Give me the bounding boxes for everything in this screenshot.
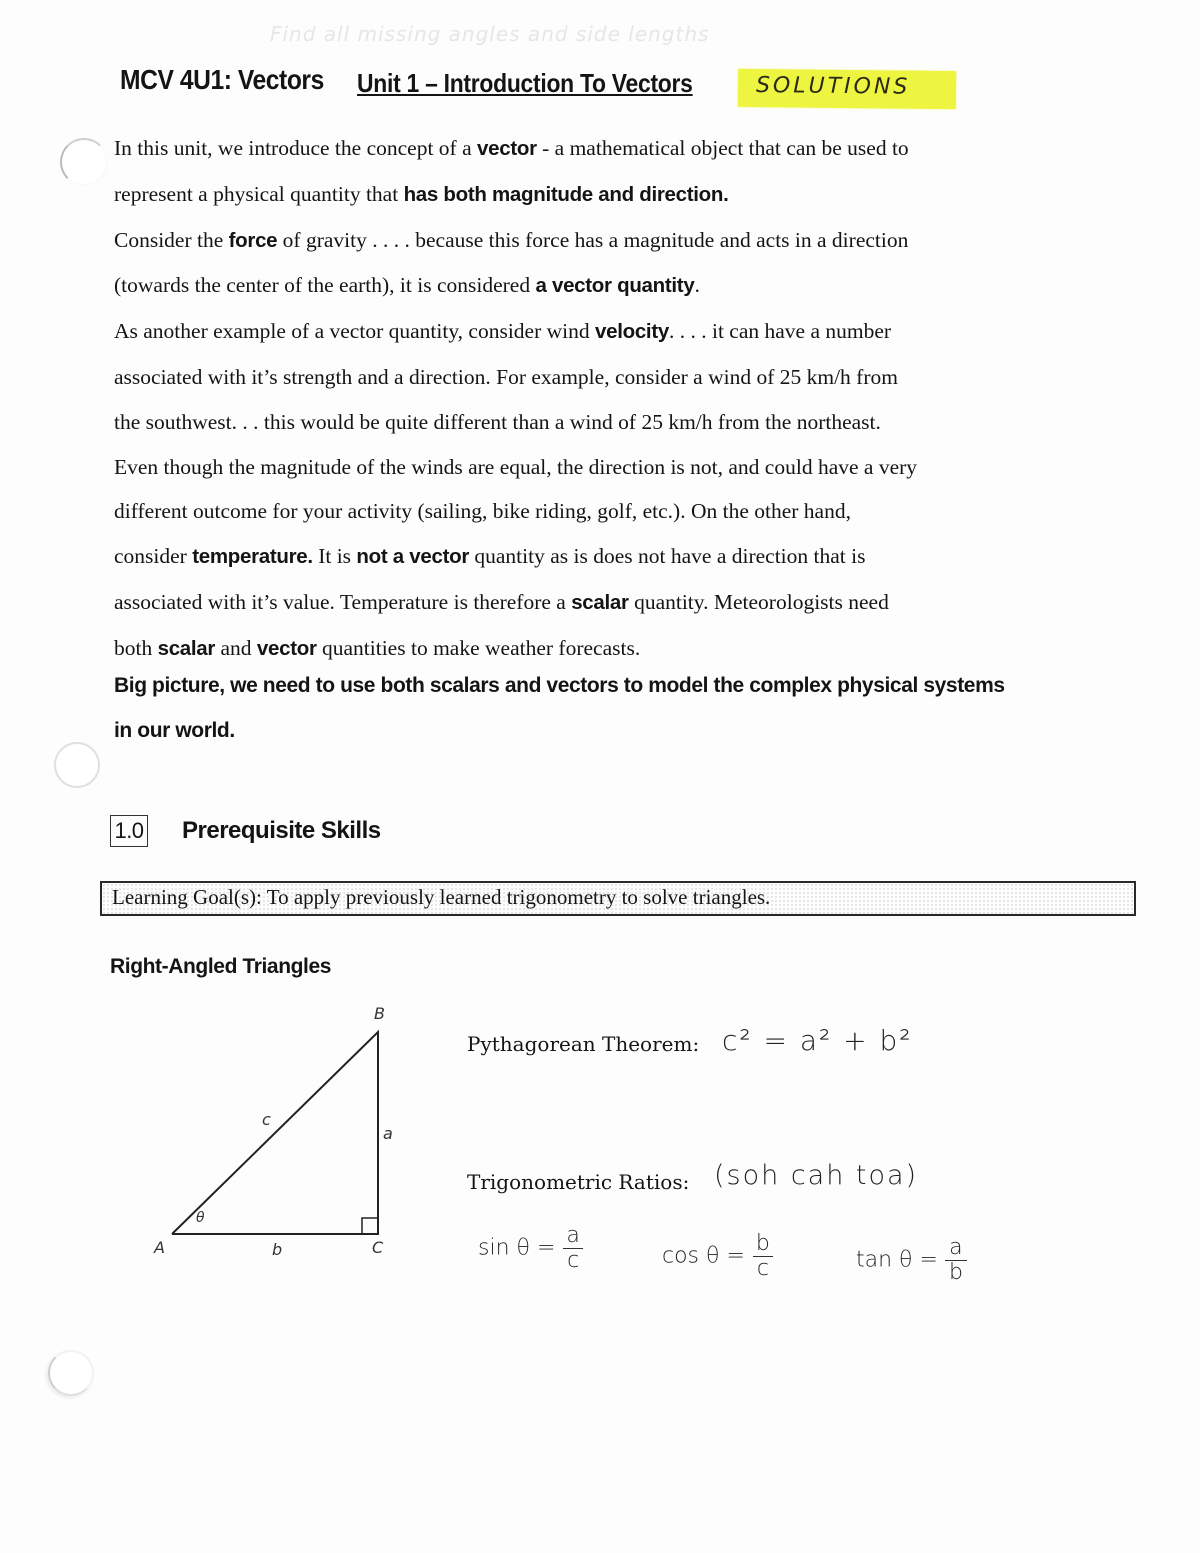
emphasized-term: scalar [571,590,629,614]
side-c-label: c [262,1110,271,1129]
cosine-denominator: c [753,1256,773,1281]
text-run: Even though the magnitude of the winds are equal, the direction is not, and could have a very [114,454,918,479]
course-title: MCV 4U1: Vectors [120,64,324,95]
text-run: It is [312,544,357,569]
section-number-box: 1.0 [110,815,148,847]
punch-hole-middle [54,742,100,788]
soh-cah-toa-mnemonic: (soh cah toa) [714,1160,919,1191]
solutions-label: SOLUTIONS [755,73,911,100]
big-picture-statement [114,664,1124,754]
cosine-numerator: b [755,1231,770,1256]
subheading-right-angled-triangles: Right-Angled Triangles [110,955,332,978]
bleed-through-text: Find all missing angles and side lengths [270,22,710,46]
big-picture-line-1: Big picture, we need to use both scalars and vectors to model the complex physical systems [114,674,1005,697]
text-run: represent a physical quantity that [114,181,404,206]
vertex-c-label: C [372,1238,384,1257]
tangent-numerator: a [949,1235,963,1260]
text-run: quantity. Meteorologists need [628,589,889,614]
big-picture-line-2: in our world. [114,718,235,742]
cosine-fraction [752,1232,774,1281]
emphasized-term: force [228,228,278,252]
text-run: (towards the center of the earth), it is considered [114,273,536,298]
text-run: the southwest. . . this would be quite different than a wind of 25 km/h from the northeast. [114,409,881,434]
pythagorean-formula: c² = a² + b² [722,1024,913,1057]
text-run: of gravity . . . . because this force has a magnitude and acts in a direction [277,227,909,252]
side-a-label: a [383,1124,393,1143]
right-triangle-diagram [140,1000,420,1280]
emphasized-term: temperature. [192,545,313,569]
emphasized-term: scalar [157,636,216,660]
pythagorean-label: Pythagorean Theorem: [467,1032,700,1056]
intro-line [114,355,1124,400]
learning-goal-text: Learning Goal(s): To apply previously learned trigonometry to solve triangles. [112,885,771,909]
sine-fraction [562,1224,583,1273]
text-run: . . . . it can have a number [668,319,892,344]
cosine-ratio [662,1232,774,1281]
intro-line [114,172,1124,218]
intro-line [114,309,1124,355]
intro-line [114,489,1124,534]
sine-ratio [478,1224,584,1273]
trig-ratios-label: Trigonometric Ratios: [467,1170,690,1194]
emphasized-term: vector [256,636,317,660]
sine-lhs: sin θ = [478,1235,556,1261]
text-run: quantity as is does not have a direction that is [469,544,866,569]
emphasized-term: vector [477,137,537,160]
text-run: - a mathematical object that can be used to [536,136,909,160]
emphasized-term: velocity [595,320,669,344]
vertex-a-label: A [154,1238,165,1257]
tangent-lhs: tan θ = [856,1247,938,1273]
learning-goal-box [100,881,1136,916]
intro-line [114,263,1124,309]
tangent-ratio [856,1236,967,1285]
text-run: In this unit, we introduce the concept of a [114,136,478,160]
text-run: consider [114,544,193,569]
emphasized-term: not a vector [356,545,470,569]
intro-line [114,126,1124,172]
intro-paragraph [114,126,1124,672]
page-title [120,64,693,104]
text-run: associated with it’s value. Temperature is therefore a [114,589,572,614]
tangent-fraction [945,1236,967,1285]
text-run: As another example of a vector quantity, consider wind [114,319,596,344]
text-run: different outcome for your activity (sailing, bike riding, golf, etc.). On the other hand, [114,499,851,524]
text-run: both [114,635,158,660]
tangent-denominator: b [945,1260,967,1285]
side-b-label: b [272,1240,283,1259]
intro-line [114,580,1124,626]
punch-hole-bottom [48,1350,94,1396]
section-title: Prerequisite Skills [182,817,381,844]
cosine-lhs: cos θ = [662,1243,745,1269]
text-run: quantities to make weather forecasts. [316,635,641,660]
intro-line [114,218,1124,264]
text-run: Consider the [114,227,229,252]
intro-line [114,445,1124,490]
emphasized-term: has both magnitude and direction. [403,182,729,206]
sine-denominator: c [563,1248,583,1273]
solutions-highlight-stamp [738,69,956,109]
text-run: associated with it’s strength and a direction. For example, consider a wind of 25 km/h from [114,364,898,389]
emphasized-term: a vector quantity [535,274,695,298]
sine-numerator: a [566,1223,580,1248]
unit-title: Unit 1 – Introduction To Vectors [357,68,693,98]
intro-line [114,400,1124,445]
text-run: and [215,635,257,660]
intro-line [114,534,1124,580]
text-run: . [694,273,700,298]
punch-hole-top [60,138,108,186]
angle-theta-label: θ [196,1210,205,1226]
vertex-b-label: B [374,1004,385,1023]
